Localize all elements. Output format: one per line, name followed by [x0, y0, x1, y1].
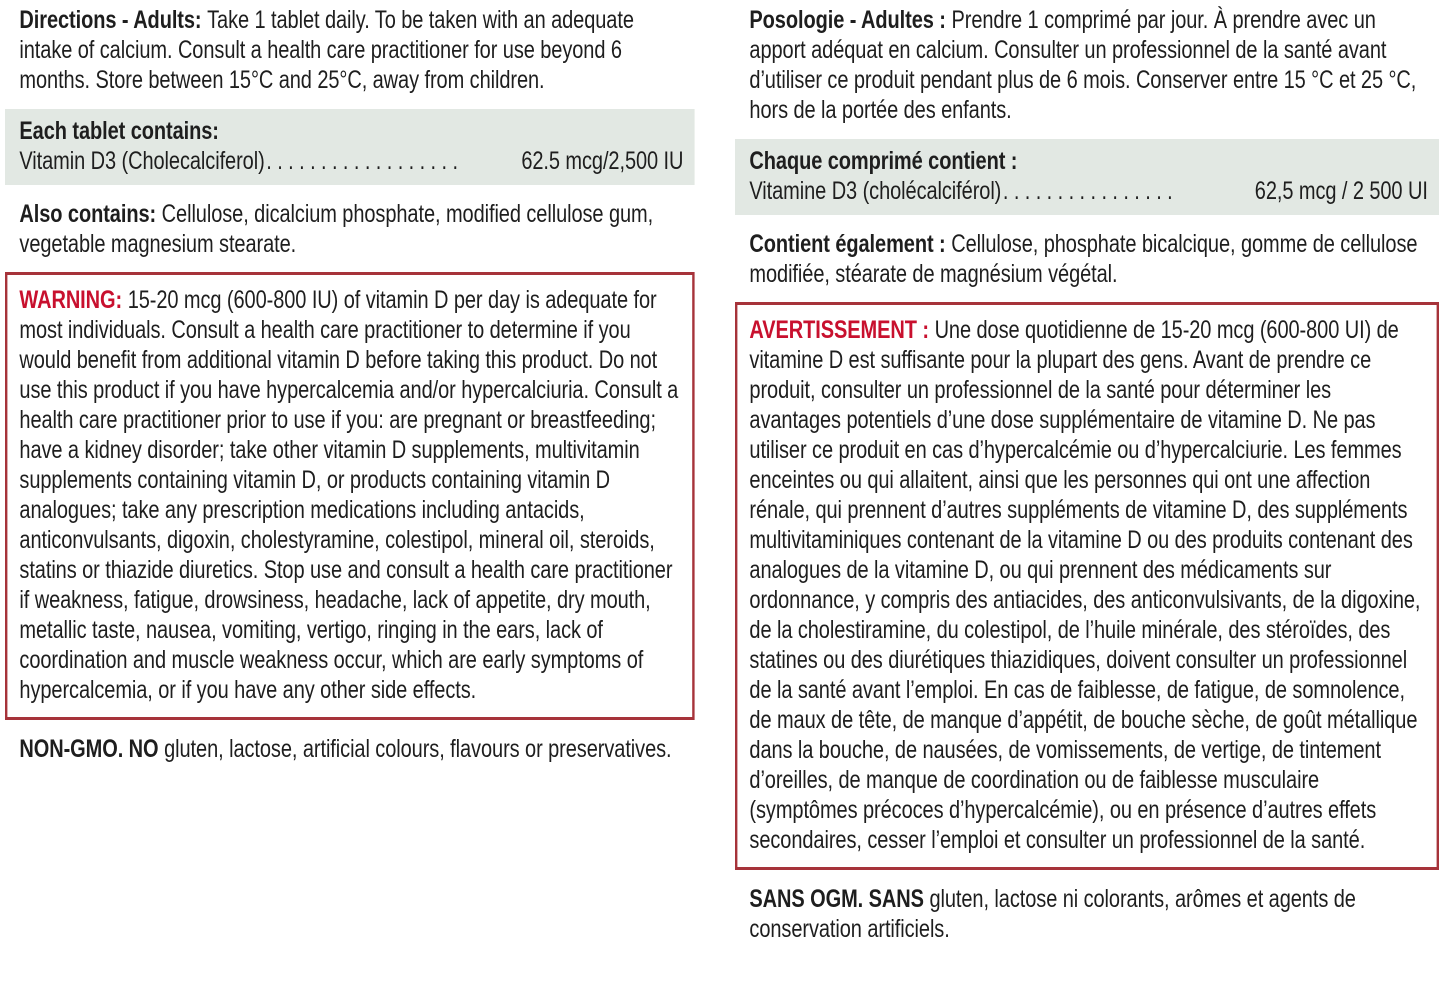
- claims-heading-en: NON-GMO. NO: [19, 735, 159, 763]
- warning-box-fr: [735, 302, 1439, 870]
- leader-dots-fr: . . . . . . . . . . . . . . . .: [1002, 177, 1173, 205]
- label-column-french: [735, 0, 1439, 944]
- also-contains-text-en: Cellulose, dicalcium phosphate, modified cellulose gum, vegetable magnesium stearate.: [19, 200, 654, 258]
- claims-paragraph-fr: [735, 884, 1439, 944]
- directions-paragraph-fr: [735, 5, 1439, 125]
- claims-heading-fr: SANS OGM. SANS: [749, 885, 924, 913]
- also-contains-heading-en: Also contains:: [19, 200, 157, 228]
- dose-facts-box-fr: [735, 139, 1439, 215]
- label-column-english: [5, 0, 695, 764]
- ingredient-row-en: [19, 146, 683, 176]
- warning-heading-fr: AVERTISSEMENT :: [749, 316, 929, 344]
- also-contains-heading-fr: Contient également :: [749, 230, 946, 258]
- ingredient-amount-fr: 62,5 mcg / 2 500 UI: [1254, 177, 1428, 205]
- directions-text-fr: Prendre 1 comprimé par jour. À prendre avec un apport adéquat en calcium. Consulter un professionnel de la santé avant d’utiliser ce produit pendant plus de 6 mois. Conserver entre 15 °C et 25 °C, hors de la portée des enfants.: [749, 6, 1417, 124]
- warning-heading-en: WARNING:: [19, 286, 123, 314]
- dose-box-heading-en: Each tablet contains:: [19, 117, 219, 145]
- ingredient-row-fr: [749, 176, 1427, 206]
- claims-text-en: gluten, lactose, artificial colours, flavours or preservatives.: [164, 735, 672, 763]
- dose-box-heading-fr: Chaque comprimé contient :: [749, 147, 1018, 175]
- claims-text-fr: gluten, lactose ni colorants, arômes et agents de conservation artificiels.: [749, 885, 1356, 943]
- ingredient-name-fr: Vitamine D3 (cholécalciférol): [749, 177, 1002, 205]
- also-contains-paragraph-en: [5, 199, 695, 259]
- ingredient-amount-en: 62.5 mcg/2,500 IU: [521, 147, 684, 175]
- directions-text-en: Take 1 tablet daily. To be taken with an adequate intake of calcium. Consult a health care practitioner for use beyond 6 months. Store between 15°C and 25°C, away from children.: [19, 6, 634, 94]
- dose-facts-box-en: [5, 109, 695, 185]
- also-contains-text-fr: Cellulose, phosphate bicalcique, gomme de cellulose modifiée, stéarate de magnésium végétal.: [749, 230, 1418, 288]
- directions-heading-fr: Posologie - Adultes :: [749, 6, 946, 34]
- label-column-french-content: [735, 5, 1439, 944]
- warning-text-fr: Une dose quotidienne de 15-20 mcg (600-800 UI) de vitamine D est suffisante pour la plupart des gens. Avant de prendre ce produit, consulter un professionnel de la santé pour déterminer les avantages potentiels d’une dose supplémentaire de vitamine D. Ne pas utiliser ce produit en cas d’hypercalcémie ou d’hypercalciurie. Les femmes enceintes ou qui allaitent, ainsi que les personnes qui ont une affection rénale, qui prennent d’autres suppléments de vitamine D, des suppléments multivitaminiques contenant de la vitamine D ou des produits contenant des analogues de la vitamine D, ou qui prennent des médicaments sur ordonnance, y compris des antiacides, des anticonvulsivants, de la digoxine, de la cholestiramine, du colestipol, de l’huile minérale, des stéroïdes, des statines ou des diurétiques thiazidiques, doivent consulter un professionnel de la santé avant l’emploi. En cas de faiblesse, de fatigue, de somnolence, de maux de tête, de manque d’appétit, de bouche sèche, de goût métallique dans la bouche, de nausées, de vomissements, de vertige, de tintement d’oreilles, de manque de coordination ou de faiblesse musculaire (symptômes précoces d’hypercalcémie), ou en présence d’autres effets secondaires, cesser l’emploi et consulter un professionnel de la santé.: [749, 316, 1421, 854]
- directions-heading-en: Directions - Adults:: [19, 6, 202, 34]
- leader-dots-en: . . . . . . . . . . . . . . . . . .: [266, 147, 458, 175]
- label-column-english-content: [5, 5, 695, 764]
- warning-text-en: 15-20 mcg (600-800 IU) of vitamin D per day is adequate for most individuals. Consult a health care practitioner to determine if you would benefit from additional vitamin D before taking this product. Do not use this product if you have hypercalcemia and/or hypercalciuria. Consult a health care practitioner prior to use if you: are pregnant or breastfeeding; have a kidney disorder; take other vitamin D supplements, multivitamin supplements containing vitamin D, or products containing vitamin D analogues; take any prescription medications including antacids, anticonvulsants, digoxin, cholestyramine, colestipol, mineral oil, steroids, statins or thiazide diuretics. Stop use and consult a health care practitioner if weakness, fatigue, drowsiness, headache, lack of appetite, dry mouth, metallic taste, nausea, vomiting, vertigo, ringing in the ears, lack of coordination and muscle weakness occur, which are early symptoms of hypercalcemia, or if you have any other side effects.: [19, 286, 679, 704]
- ingredient-name-en: Vitamin D3 (Cholecalciferol): [19, 147, 265, 175]
- directions-paragraph-en: [5, 5, 695, 95]
- claims-paragraph-en: [5, 734, 695, 764]
- also-contains-paragraph-fr: [735, 229, 1439, 289]
- warning-box-en: [5, 272, 695, 720]
